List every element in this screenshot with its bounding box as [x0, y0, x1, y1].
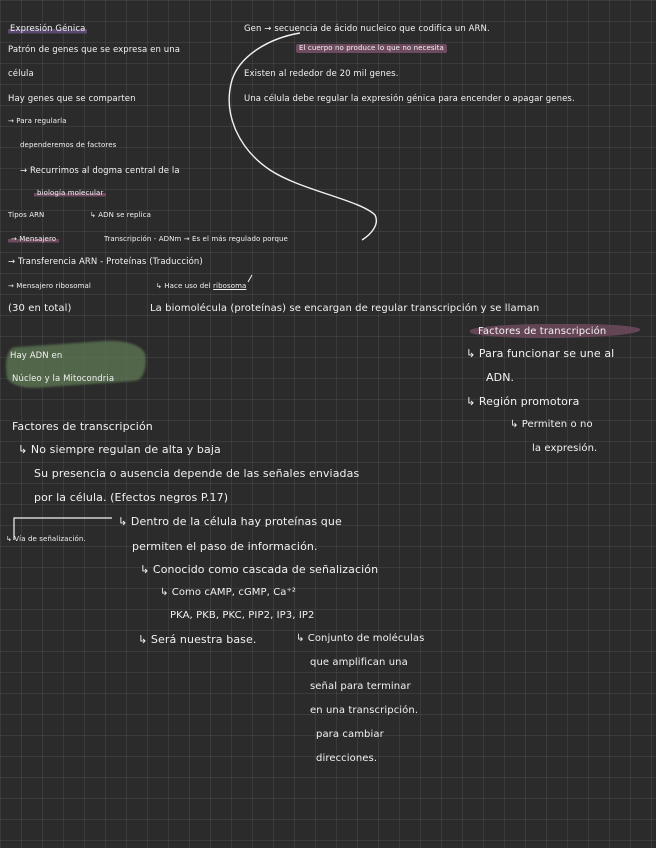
cascada-line: ↳ Conocido como cascada de señalización — [140, 563, 379, 576]
conjunto-line: señal para terminar — [310, 681, 411, 692]
note-line: → Recurrimos al dogma central de la — [20, 166, 180, 176]
ft2-line: ↳ No siempre regulan de alta y baja — [18, 443, 221, 456]
note-line: → Para regularla — [8, 117, 67, 125]
hay-adn-line1: Hay ADN en — [10, 351, 63, 361]
factores-line: ADN. — [486, 371, 515, 384]
ft2-title: Factores de transcripción — [12, 420, 153, 433]
ribosomal-desc — [156, 283, 246, 290]
mensajero-desc: Transcripción - ADNm → Es el más regulado porque — [104, 235, 288, 243]
como-line: ↳ Como cAMP, cGMP, Ca⁺² — [160, 587, 297, 598]
note-line: biología molecular — [34, 190, 106, 197]
pka-line: PKA, PKB, PKC, PIP2, IP3, IP2 — [170, 610, 315, 621]
factores-line: ↳ Permiten o no — [510, 419, 593, 430]
ribosoma-arrow — [248, 275, 252, 282]
note-line: Hay genes que se comparten — [8, 94, 136, 104]
mensajero-label: → Mensajero — [8, 236, 59, 243]
via-senalizacion: ↳ Vía de señalización. — [6, 535, 86, 543]
base-line: ↳ Será nuestra base. — [138, 633, 257, 646]
factores-title-right: Factores de transcripción — [478, 326, 607, 337]
tipos-label: Tipos ARN — [8, 211, 45, 219]
ribosomal-desc-text: ↳ Hace uso del — [156, 282, 211, 290]
conjunto-line: en una transcripción. — [310, 705, 419, 716]
gen-definition: Gen → secuencia de ácido nucleico que codifica un ARN. — [244, 24, 490, 34]
note-line: dependeremos de factores — [20, 141, 117, 149]
note-line: célula — [8, 69, 34, 79]
ft2-line: por la célula. (Efectos negros P.17) — [34, 491, 229, 504]
transferencia-line: → Transferencia ARN - Proteínas (Traducción) — [8, 257, 203, 267]
dentro-line: permiten el paso de información. — [132, 540, 318, 553]
celula-note: Una célula debe regular la expresión génica para encender o apagar genes. — [244, 94, 575, 104]
total-note: (30 en total) — [8, 303, 72, 314]
tipos-sub: ↳ ADN se replica — [90, 211, 152, 219]
ribosomal-label: → Mensajero ribosomal — [8, 282, 91, 290]
factores-line: la expresión. — [532, 443, 598, 454]
dentro-line: ↳ Dentro de la célula hay proteínas que — [118, 515, 342, 528]
biomolecula-line: La biomolécula (proteínas) se encargan de regular transcripción y se llaman — [150, 303, 540, 314]
notes-title: Expresión Génica — [10, 24, 86, 34]
conjunto-line: ↳ Conjunto de moléculas — [296, 633, 425, 644]
note-line: Patrón de genes que se expresa en una — [8, 45, 181, 55]
ribosoma-word: ribosoma — [213, 282, 247, 290]
ft2-line: Su presencia o ausencia depende de las señales enviadas — [34, 467, 360, 480]
existen-note: Existen al rededor de 20 mil genes. — [244, 69, 399, 79]
conjunto-line: direcciones. — [316, 753, 378, 764]
hay-adn-line2: Núcleo y la Mitocondria — [12, 374, 115, 384]
curved-connector-arrow — [229, 33, 376, 240]
factores-line: ↳ Para funcionar se une al — [466, 347, 615, 360]
cuerpo-note: El cuerpo no produce lo que no necesita — [296, 44, 447, 53]
conjunto-line: para cambiar — [316, 729, 384, 740]
factores-line: ↳ Región promotora — [466, 395, 580, 408]
conjunto-line: que amplifican una — [310, 657, 408, 668]
